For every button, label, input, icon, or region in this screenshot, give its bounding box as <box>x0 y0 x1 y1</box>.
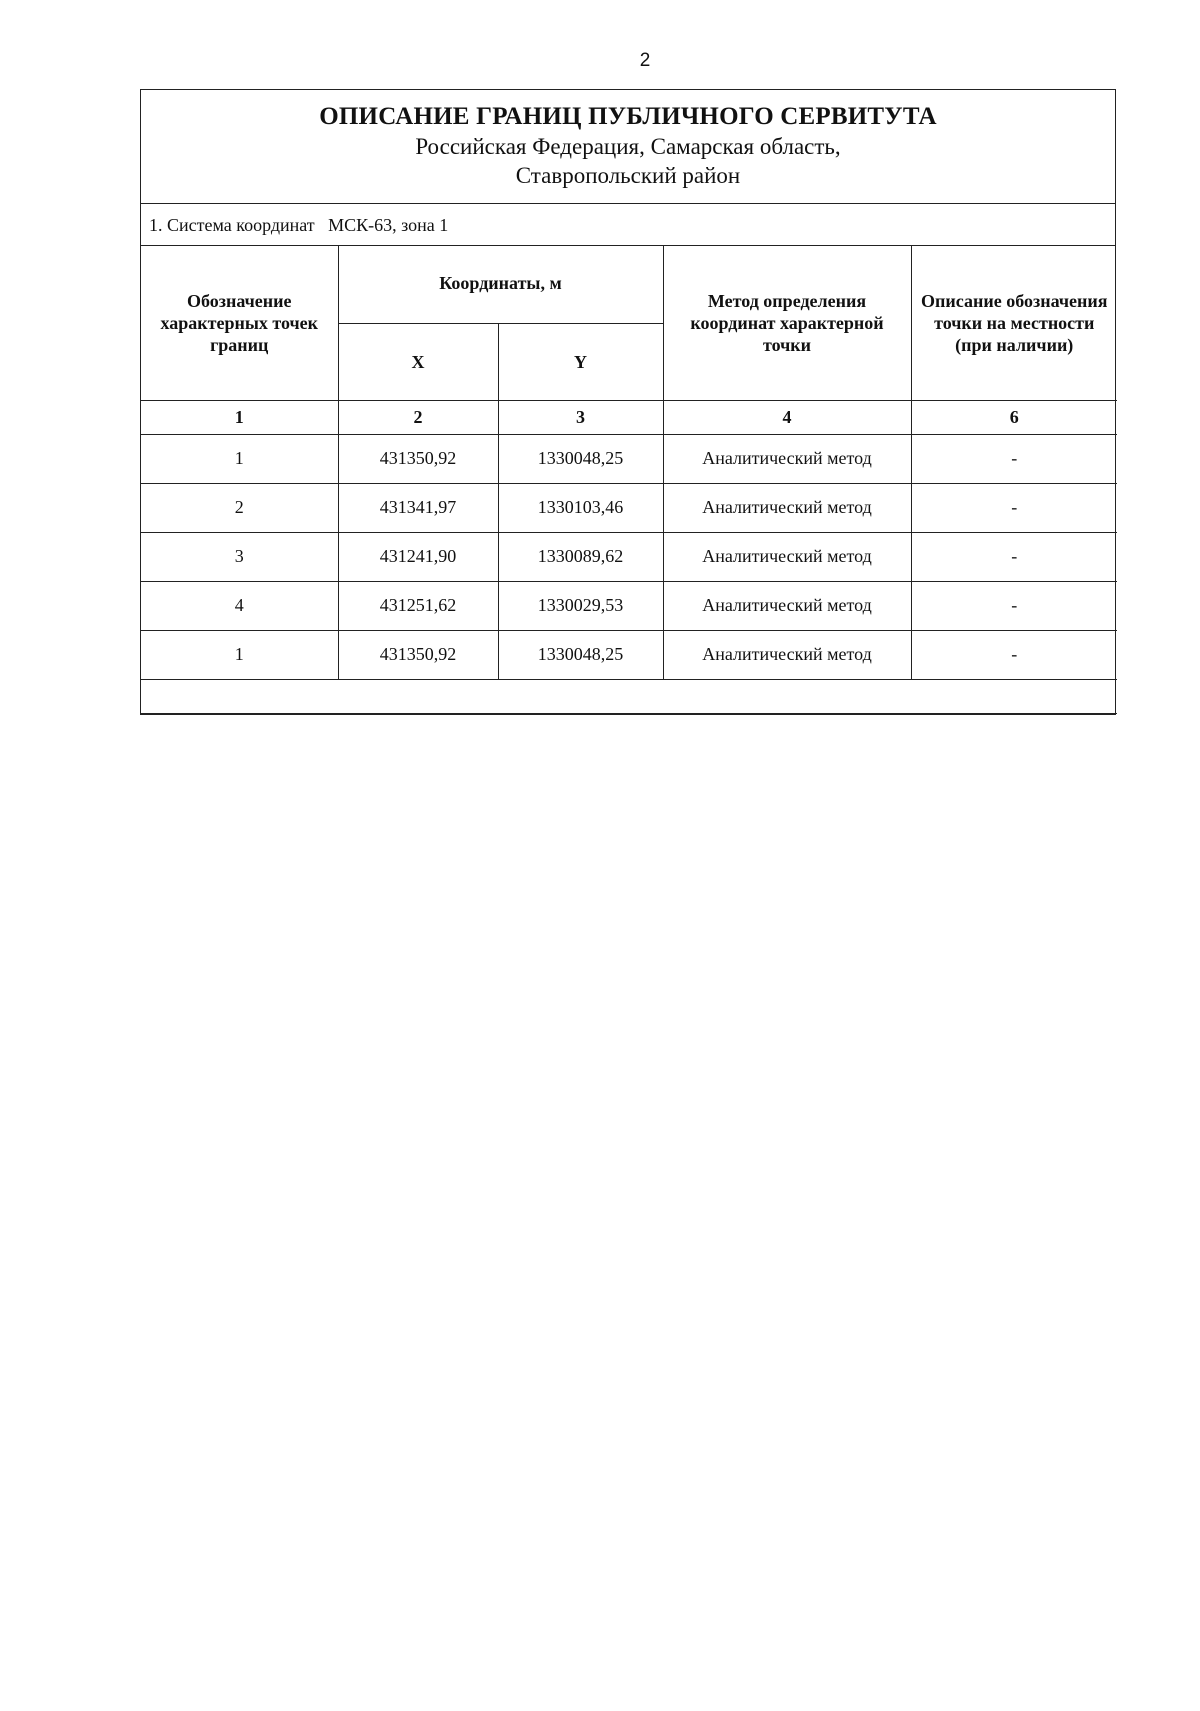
coord-y: 1330048,25 <box>498 434 663 483</box>
coord-x: 431350,92 <box>338 630 498 679</box>
document-title: ОПИСАНИЕ ГРАНИЦ ПУБЛИЧНОГО СЕРВИТУТА <box>319 103 937 130</box>
header-coordinates: Координаты, м <box>338 246 663 323</box>
document-subtitle-district: Ставропольский район <box>515 163 741 188</box>
document-subtitle-region: Российская Федерация, Самарская область, <box>415 134 841 159</box>
table-row <box>141 581 1117 630</box>
header-y: Y <box>498 323 663 400</box>
boundary-points-table <box>141 246 1117 714</box>
title-block <box>141 90 1115 204</box>
coord-x: 431350,92 <box>338 434 498 483</box>
header-point-designation: Обозначение характерных точек границ <box>141 246 338 400</box>
table-row <box>141 630 1117 679</box>
column-number: 4 <box>663 400 911 434</box>
point-id: 4 <box>141 581 338 630</box>
table-row <box>141 532 1117 581</box>
method: Аналитический метод <box>663 630 911 679</box>
column-number: 2 <box>338 400 498 434</box>
point-description: - <box>911 483 1117 532</box>
page-number: 2 <box>639 50 651 71</box>
column-number-row <box>141 400 1117 434</box>
coord-x: 431251,62 <box>338 581 498 630</box>
coordinate-system-line: 1. Система координат МСК-63, зона 1 <box>141 204 1115 246</box>
boundary-description-frame <box>140 89 1116 715</box>
header-method: Метод определения координат характерной точки <box>663 246 911 400</box>
method: Аналитический метод <box>663 483 911 532</box>
coord-y: 1330048,25 <box>498 630 663 679</box>
column-number: 6 <box>911 400 1117 434</box>
point-description: - <box>911 532 1117 581</box>
coord-y: 1330089,62 <box>498 532 663 581</box>
coord-x: 431341,97 <box>338 483 498 532</box>
point-description: - <box>911 630 1117 679</box>
coord-y: 1330103,46 <box>498 483 663 532</box>
header-x: X <box>338 323 498 400</box>
table-footer-empty-row <box>141 679 1117 713</box>
point-id: 2 <box>141 483 338 532</box>
method: Аналитический метод <box>663 532 911 581</box>
coord-y: 1330029,53 <box>498 581 663 630</box>
point-id: 3 <box>141 532 338 581</box>
table-row <box>141 434 1117 483</box>
point-description: - <box>911 434 1117 483</box>
method: Аналитический метод <box>663 581 911 630</box>
header-description: Описание обозначения точки на местности (при наличии) <box>911 246 1117 400</box>
empty-cell <box>141 679 1117 713</box>
table-row <box>141 483 1117 532</box>
column-number: 3 <box>498 400 663 434</box>
column-number: 1 <box>141 400 338 434</box>
point-id: 1 <box>141 434 338 483</box>
coord-x: 431241,90 <box>338 532 498 581</box>
method: Аналитический метод <box>663 434 911 483</box>
point-description: - <box>911 581 1117 630</box>
point-id: 1 <box>141 630 338 679</box>
